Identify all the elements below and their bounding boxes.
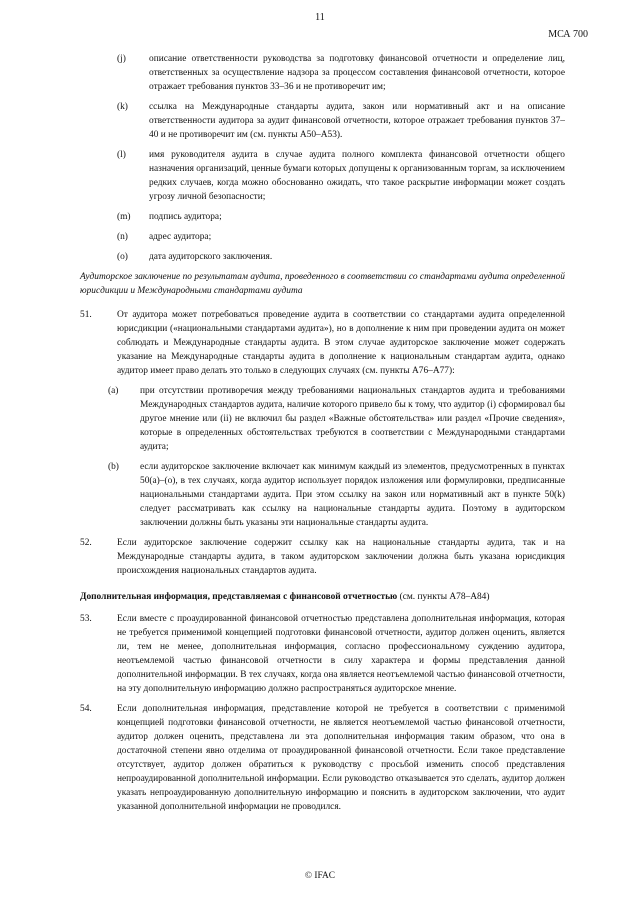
list-item [80,148,565,204]
list-item-label: (j) [117,54,126,64]
paragraph-51 [80,308,565,378]
list-item [80,230,565,244]
footer-copyright: © IFAC [304,871,336,881]
list-item [80,210,565,224]
page-content [80,52,565,814]
sub-item-label: (a) [108,386,119,396]
sub-item-label: (b) [108,462,119,472]
list-item [80,250,565,264]
paragraph-number: 51. [80,310,92,320]
paragraph-53 [80,612,565,696]
list-item-label: (m) [117,212,131,222]
list-item-text: адрес аудитора; [149,232,212,242]
section-heading-title: Дополнительная информация, представляемая с финансовой отчетностью [80,592,398,602]
paragraph-text: Если дополнительная информация, представление которой не требуется в соответствии с применимой концепцией подготовки финансовой отчетности, не является неотъемлемой частью финансовой отчетности, аудитор должен оценить, представлена ли эта дополнительная информация таким образом, что она в достаточной степени явно отделима от проаудированной финансовой отчетности. Если такое представление отсутствует, аудитор должен обратиться к руководству с просьбой изменить способ представления непроаудированной дополнительной информации. Если руководство отказывается это сделать, аудитор должен указать непроаудированную дополнительную информацию и пояснить в аудиторском заключении, что аудит указанной дополнительной информации не проводился. [117,704,565,812]
paragraph-number: 53. [80,614,92,624]
page-number: 11 [315,12,325,23]
list-item [80,52,565,94]
list-item-text: ссылка на Международные стандарты аудита, закон или нормативный акт и на описание ответственности аудитора за аудит финансовой отчетности, которое отражает требования пунктов 37–40 и не противоречит им (см. пункты А50–А53). [149,102,565,140]
paragraph-text: От аудитора может потребоваться проведение аудита в соответствии со стандартами аудита определенной юрисдикции («национальными стандартами аудита»), но в дополнение к ним при проведении аудита он может соблюдать и Международные стандарты аудита. В этом случае аудиторское заключение может содержать указание на Международные стандарты аудита в дополнение к национальным стандартам аудита, однако аудитор имеет право делать это только в следующих случаях (см. пункты А76–А77): [117,310,565,376]
list-item-text: имя руководителя аудита в случае аудита полного комплекта финансовой отчетности общего назначения организаций, ценные бумаги которых допущены к организованным торгам, за исключением редких случаев, когда можно обоснованно ожидать, что такое раскрытие информации может создать угрозу личной безопасности; [149,150,565,202]
sub-item [80,460,565,530]
sub-item-text: если аудиторское заключение включает как минимум каждый из элементов, предусмотренных в пунктах 50(а)–(о), в тех случаях, когда аудитор использует порядок изложения или формулировки, предписанные национальными стандартами аудита. При этом ссылку на закон или нормативный акт в пункте 50(k) следует рассматривать как ссылку на национальные стандарты аудита. Поэтому в аудиторском заключении должны быть указаны эти национальные стандарты аудита. [140,462,565,528]
sub-item-text: при отсутствии противоречия между требованиями национальных стандартов аудита и требованиями Международных стандартов аудита, наличие которого привело бы к тому, что аудитор (i) сформировал бы другое мнение или (ii) не включил бы раздел «Важные обстоятельства» или раздел «Прочие сведения», которые в определенных обстоятельствах требуются в соответствии с Международными стандартами аудита; [140,386,565,452]
paragraph-52 [80,536,565,578]
list-item-label: (k) [117,102,128,112]
list-item-label: (n) [117,232,128,242]
section-heading [80,590,565,604]
paragraph-number: 52. [80,538,92,548]
paragraph-text: Если вместе с проаудированной финансовой отчетностью представлена дополнительная информация, которая не требуется применимой концепцией подготовки финансовой отчетности, аудитор должен оценить, является ли, тем не менее, дополнительная информация, согласно профессиональному суждению аудитора, неотъемлемой частью финансовой отчетности в силу характера и формы представления данной дополнительной информации. В тех случаях, когда она является неотъемлемой частью финансовой отчетности, на эту дополнительную информацию должно распространяться аудиторское мнение. [117,614,565,694]
paragraph-54 [80,702,565,814]
list-item [80,100,565,142]
document-code: МСА 700 [548,29,588,40]
section-heading-italic: Аудиторское заключение по результатам аудита, проведенного в соответствии со стандартами аудита определенной юрисдикции и Международными стандартами аудита [80,272,565,296]
list-item-text: описание ответственности руководства за подготовку финансовой отчетности и определение лиц, ответственных за осуществление надзора за процессом составления финансовой отчетности, которое отражает требования пунктов 33–36 и не противоречит им; [149,54,565,92]
paragraph-number: 54. [80,704,92,714]
list-item-label: (o) [117,252,128,262]
section-heading-reference: (см. пункты А78–А84) [397,592,490,602]
list-item-label: (l) [117,150,126,160]
paragraph-text: Если аудиторское заключение содержит ссылку как на национальные стандарты аудита, так и на Международные стандарты аудита, в таком аудиторском заключении должна быть указана юрисдикция происхождения национальных стандартов аудита. [117,538,565,576]
sub-item [80,384,565,454]
list-item-text: подпись аудитора; [149,212,222,222]
list-item-text: дата аудиторского заключения. [149,252,273,262]
